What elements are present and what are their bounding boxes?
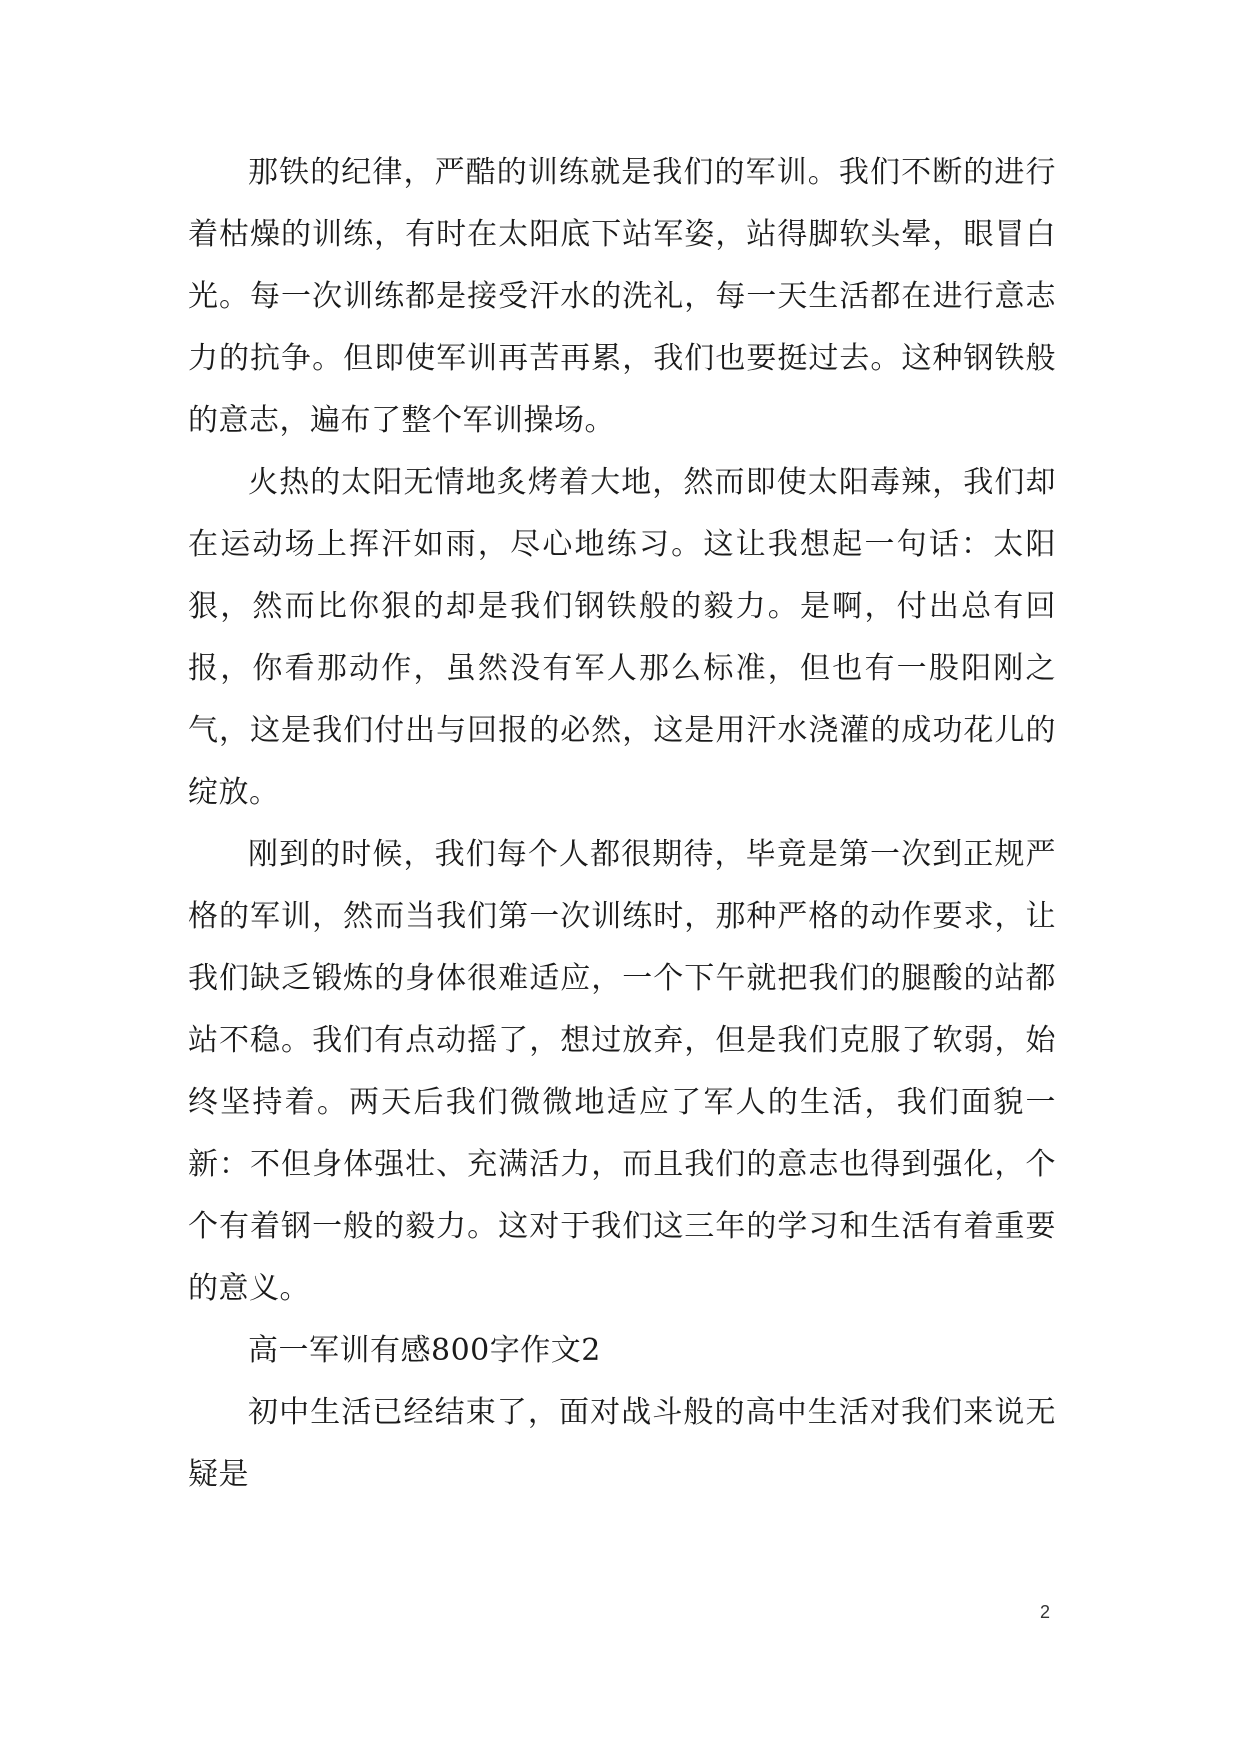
paragraph-1: 那铁的纪律，严酷的训练就是我们的军训。我们不断的进行着枯燥的训练，有时在太阳底下站军姿，站得脚软头晕，眼冒白光。每一次训练都是接受汗水的洗礼，每一天生活都在进行意志力的抗争。但即使军训再苦再累，我们也要挺过去。这种钢铁般的意志，遍布了整个军训操场。 (188, 155, 1056, 438)
paragraph-4: 初中生活已经结束了，面对战斗般的高中生活对我们来说无疑是 (188, 1395, 1056, 1492)
document-body (188, 142, 1056, 1506)
paragraph-3: 刚到的时候，我们每个人都很期待，毕竟是第一次到正规严格的军训，然而当我们第一次训练时，那种严格的动作要求，让我们缺乏锻炼的身体很难适应，一个下午就把我们的腿酸的站都站不稳。我们有点动摇了，想过放弃，但是我们克服了软弱，始终坚持着。两天后我们微微地适应了军人的生活，我们面貌一新：不但身体强壮、充满活力，而且我们的意志也得到强化，个个有着钢一般的毅力。这对于我们这三年的学习和生活有着重要的意义。 (188, 837, 1056, 1306)
page-number: 2 (1040, 1602, 1051, 1622)
section-heading: 高一军训有感800字作文2 (248, 1333, 601, 1368)
paragraph-2: 火热的太阳无情地炙烤着大地，然而即使太阳毒辣，我们却在运动场上挥汗如雨，尽心地练习。这让我想起一句话：太阳狠，然而比你狠的却是我们钢铁般的毅力。是啊，付出总有回报，你看那动作，虽然没有军人那么标准，但也有一股阳刚之气，这是我们付出与回报的必然，这是用汗水浇灌的成功花儿的绽放。 (188, 465, 1056, 810)
